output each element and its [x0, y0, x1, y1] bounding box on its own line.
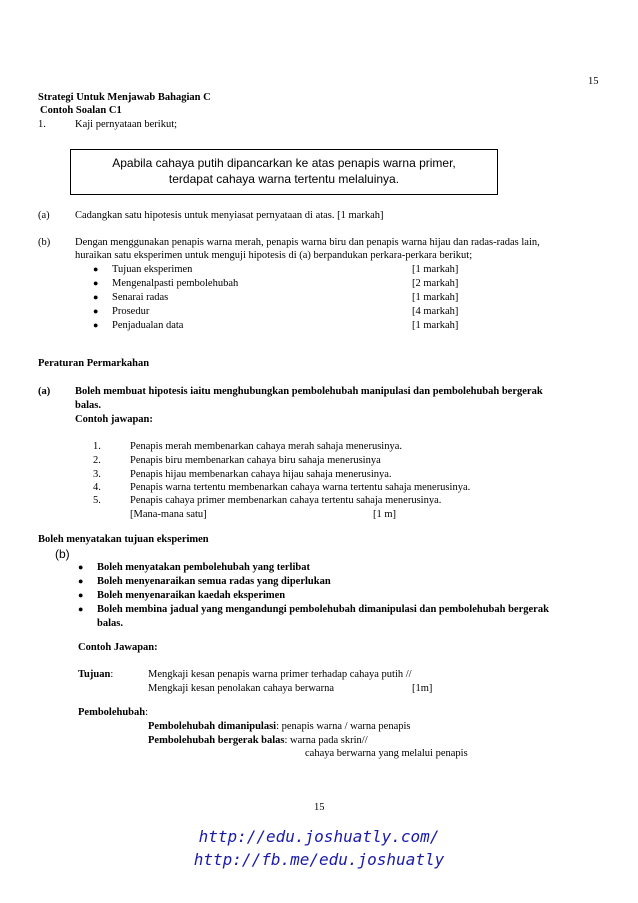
aim-colon: : — [110, 669, 114, 680]
part-b-line-1: Dengan menggunakan penapis warna merah, penapis warna biru dan penapis warna hijau dan radas-radas lain, — [75, 237, 540, 248]
rules-a-line-2: balas. — [75, 400, 101, 411]
responding-variable — [148, 734, 368, 747]
rules-a-example: Contoh jawapan: — [75, 414, 153, 425]
bullet-icon: ● — [93, 292, 99, 302]
aim-label-text: Tujuan — [78, 669, 111, 680]
rules-b-example: Contoh Jawapan: — [78, 642, 158, 653]
statement-line-2: terdapat cahaya warna tertentu melaluinya. — [168, 172, 400, 186]
list-item-marks: [2 markah] — [412, 278, 459, 289]
state-aim-title: Boleh menyatakan tujuan eksperimen — [38, 534, 209, 545]
list-item: Tujuan eksperimen — [112, 264, 193, 275]
responding-variable-continuation: cahaya berwarna yang melalui penapis — [305, 748, 468, 759]
footer-link-website[interactable]: http://edu.joshuatly.com/ — [198, 827, 440, 846]
bullet-icon: ● — [78, 576, 84, 586]
list-item-marks: [4 markah] — [412, 306, 459, 317]
question-text: Kaji pernyataan berikut; — [75, 119, 178, 130]
manipulated-variable — [148, 720, 411, 733]
part-b-label: (b) — [38, 237, 51, 248]
answer-number: 1. — [93, 441, 101, 452]
footer-link-facebook[interactable]: http://fb.me/edu.joshuatly — [193, 850, 445, 869]
statement-box — [70, 149, 498, 195]
section-subtitle: Contoh Soalan C1 — [40, 105, 122, 116]
aim-line-1: Mengkaji kesan penapis warna primer terhadap cahaya putih // — [148, 669, 412, 680]
answer-text: Penapis biru membenarkan cahaya biru sahaja menerusinya — [130, 455, 381, 466]
variables-label-text: Pembolehubah — [78, 707, 146, 718]
bullet-icon: ● — [78, 562, 84, 572]
rules-b-item: Boleh membina jadual yang mengandungi pembolehubah dimanipulasi dan pembolehubah bergerak — [97, 604, 549, 615]
rules-b-item: Boleh menyatakan pembolehubah yang terlibat — [97, 562, 310, 573]
aim-line-2: Mengkaji kesan penolakan cahaya berwarna — [148, 683, 334, 694]
bullet-icon: ● — [93, 306, 99, 316]
answer-number: 4. — [93, 482, 101, 493]
variables-label — [78, 706, 148, 719]
variables-colon: : — [145, 707, 149, 718]
aim-label — [78, 668, 113, 681]
responding-variable-value: : warna pada skrin// — [284, 735, 368, 746]
manipulated-variable-label: Pembolehubah dimanipulasi — [148, 721, 277, 732]
rules-b-item: Boleh menyenaraikan kaedah eksperimen — [97, 590, 286, 601]
any-one-note: [Mana-mana satu] — [130, 509, 207, 520]
page-number-top: 15 — [588, 76, 599, 87]
bullet-icon: ● — [78, 604, 84, 614]
answer-text: Penapis cahaya primer membenarkan cahaya tertentu sahaja menerusinya. — [130, 495, 442, 506]
rules-b-item-continuation: balas. — [97, 618, 123, 629]
rules-a-label: (a) — [38, 386, 51, 397]
rules-b-label: (b) — [55, 547, 70, 561]
question-number: 1. — [38, 119, 46, 130]
part-b-line-2: huraikan satu eksperimen untuk menguji hipotesis di (a) berpandukan perkara-perkara berikut; — [75, 250, 473, 261]
statement-line-1: Apabila cahaya putih dipancarkan ke atas penapis warna primer, — [112, 156, 456, 170]
any-one-marks: [1 m] — [373, 509, 397, 520]
responding-variable-label: Pembolehubah bergerak balas — [148, 735, 285, 746]
part-a-label: (a) — [38, 210, 50, 221]
list-item-marks: [1 markah] — [412, 320, 459, 331]
list-item: Prosedur — [112, 306, 150, 317]
bullet-icon: ● — [78, 590, 84, 600]
rules-a-line-1: Boleh membuat hipotesis iaitu menghubungkan pembolehubah manipulasi dan pembolehubah bergerak — [75, 386, 543, 397]
part-a-text: Cadangkan satu hipotesis untuk menyiasat pernyataan di atas. [1 markah] — [75, 210, 384, 221]
list-item: Mengenalpasti pembolehubah — [112, 278, 239, 289]
list-item-marks: [1 markah] — [412, 292, 459, 303]
bullet-icon: ● — [93, 278, 99, 288]
answer-number: 2. — [93, 455, 101, 466]
page-number-bottom: 15 — [314, 802, 325, 813]
list-item: Senarai radas — [112, 292, 169, 303]
list-item-marks: [1 markah] — [412, 264, 459, 275]
answer-text: Penapis warna tertentu membenarkan cahaya warna tertentu sahaja menerusinya. — [130, 482, 471, 493]
section-title: Strategi Untuk Menjawab Bahagian C — [38, 92, 211, 103]
answer-number: 5. — [93, 495, 101, 506]
manipulated-variable-value: : penapis warna / warna penapis — [276, 721, 411, 732]
answer-text: Penapis hijau membenarkan cahaya hijau sahaja menerusinya. — [130, 469, 392, 480]
aim-marks: [1m] — [412, 683, 433, 694]
rules-b-item: Boleh menyenaraikan semua radas yang diperlukan — [97, 576, 331, 587]
answer-number: 3. — [93, 469, 101, 480]
answer-text: Penapis merah membenarkan cahaya merah sahaja menerusinya. — [130, 441, 403, 452]
list-item: Penjadualan data — [112, 320, 184, 331]
bullet-icon: ● — [93, 320, 99, 330]
marking-scheme-title: Peraturan Permarkahan — [38, 358, 150, 369]
bullet-icon: ● — [93, 264, 99, 274]
